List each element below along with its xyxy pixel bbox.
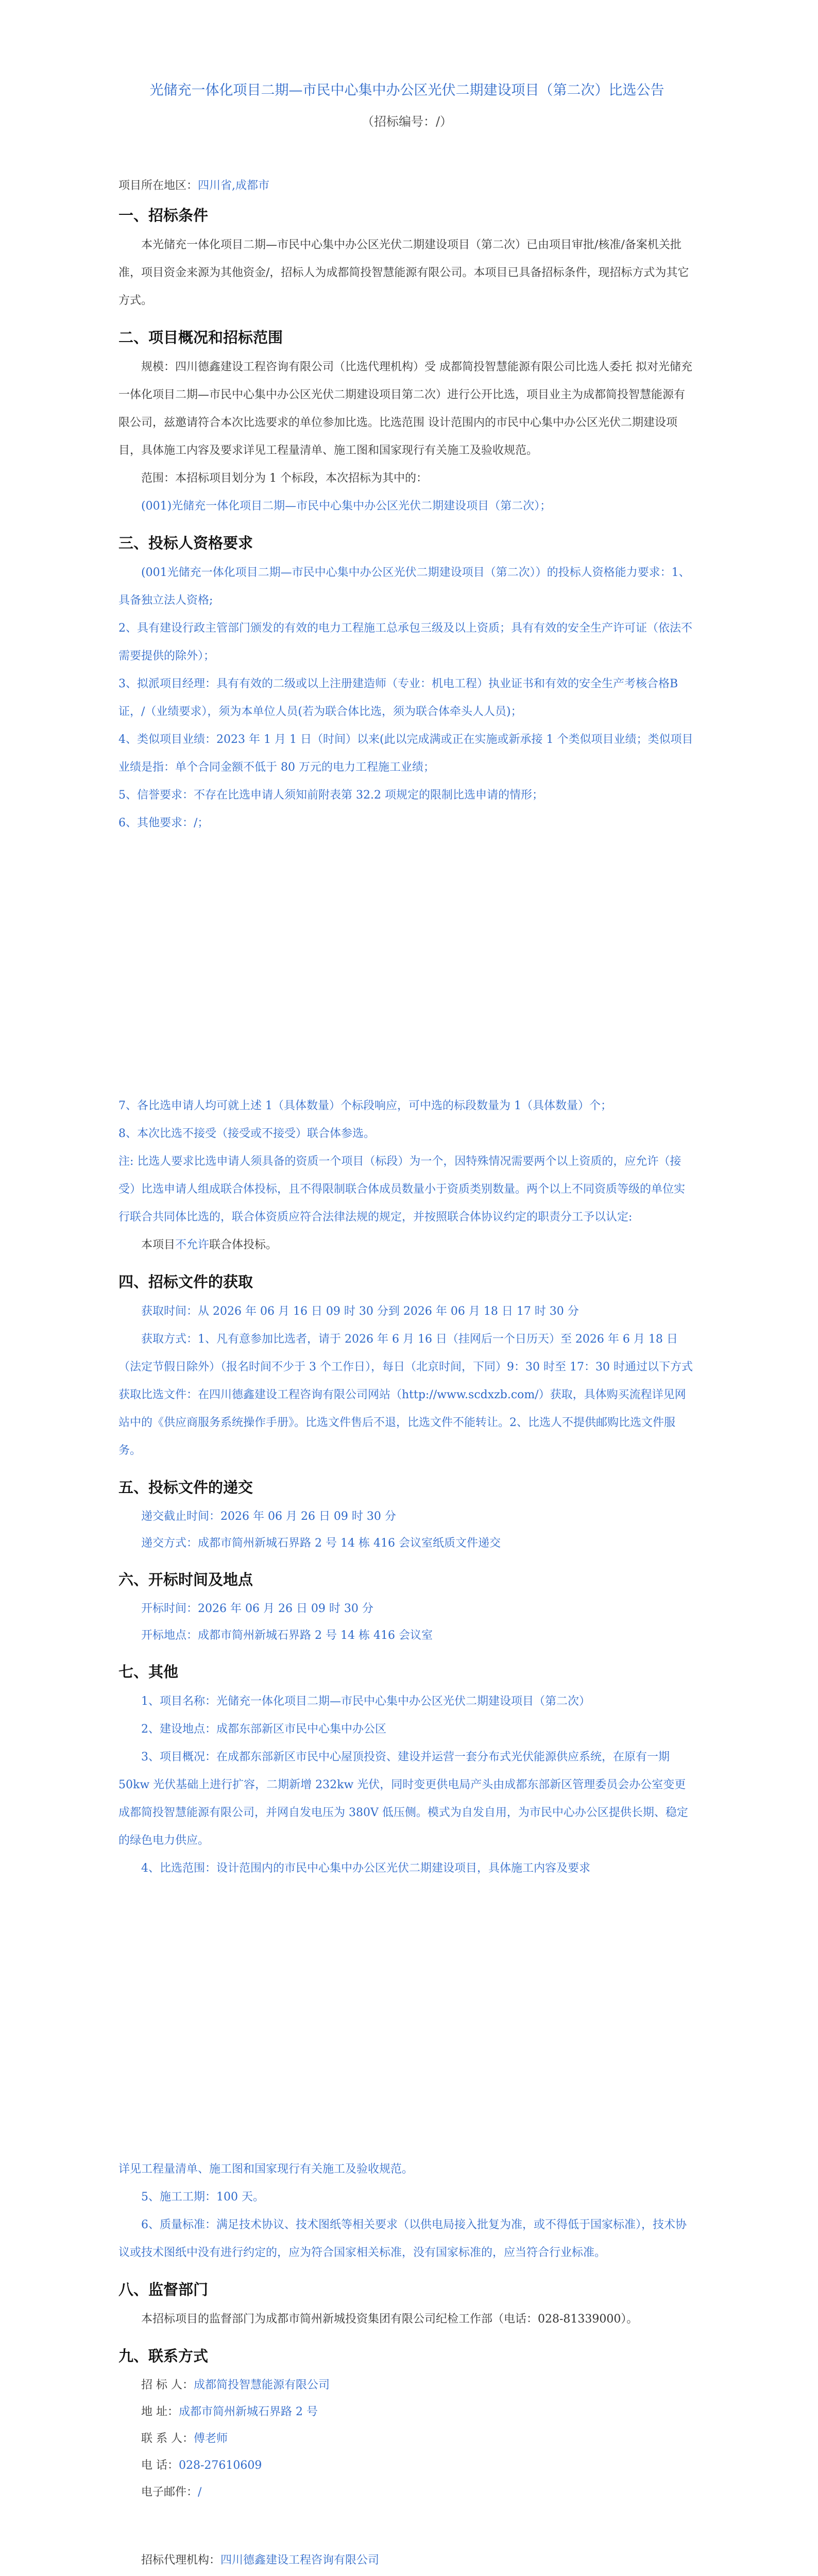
section-2-lot: (001)光储充一体化项目二期—市民中心集中办公区光伏二期建设项目（第二次）； bbox=[141, 500, 552, 513]
section-heading-9: 九、联系方式 bbox=[118, 2347, 209, 2365]
qualification-item: 5、信誉要求：不存在比选申请人须知前附表第 32.2 项规定的限制比选申请的情形； bbox=[118, 789, 543, 802]
section-2-scale: 规模：四川德鑫建设工程咨询有限公司（比选代理机构）受 成都简投智慧能源有限公司比选人委托 拟对光储充一体化项目二期—市民中心集中办公区光伏二期建设项目第二次）进行公开比选，项目业主为成都简投智慧能源有限公司，兹邀请符合本次比选要求的单位参加比选。比选范围 设计范围内的市民中心集中办公区光伏二期建设项目，具体施工内容及要求详见工程量清单、施工图和国家现行有关施工及验收规范。 bbox=[118, 361, 692, 457]
qualification-item: 4、类似项目业绩：2023 年 1 月 1 日（时间）以来(此以完成满或正在实施或新承接 1 个类似项目业绩；类似项目业绩是指：单个合同金额不低于 80 万元的电力工程施工业绩； bbox=[118, 733, 693, 774]
consortium-pre: 本项目 bbox=[141, 1239, 176, 1251]
section-heading-1: 一、招标条件 bbox=[118, 207, 209, 224]
region-value: 四川省,成都市 bbox=[198, 179, 270, 192]
qualification-item: 3、拟派项目经理：具有有效的二级或以上注册建造师（专业：机电工程）执业证书和有效的安全生产考核合格B证，/（业绩要求），须为本单位人员(若为联合体比选，须为联合体牵头人人员)； bbox=[118, 677, 678, 718]
contact-label: 地 址： bbox=[141, 2405, 179, 2418]
section-heading-4: 四、招标文件的获取 bbox=[118, 1273, 253, 1291]
contact-row bbox=[118, 2547, 695, 2574]
contact-value: 成都市简州新城石界路 2 号 bbox=[179, 2405, 318, 2418]
contact-value: 四川德鑫建设工程咨询有限公司 bbox=[220, 2554, 380, 2567]
other-item: 5、施工工期：100 天。 bbox=[141, 2191, 264, 2204]
section-heading-5: 五、投标文件的递交 bbox=[118, 1479, 253, 1496]
section-heading-7: 七、其他 bbox=[118, 1663, 179, 1681]
section-heading-3: 三、投标人资格要求 bbox=[118, 534, 253, 552]
section-heading-2: 二、项目概况和招标范围 bbox=[118, 329, 283, 346]
consortium-note: 注: 比选人要求比选申请人须具备的资质一个项目（标段）为一个，因特殊情况需要两个以上资质的，应允许（接受）比选申请人组成联合体投标，且不得限制联合体成员数量小于资质类别数量。两个以上不同资质等级的单位实行联合共同体比选的，联合体资质应符合法律法规的规定，并按照联合体协议约定的职责分工予以认定: bbox=[118, 1155, 686, 1224]
qualification-intro: (001光储充一体化项目二期—市民中心集中办公区光伏二期建设项目（第二次））的投标人资格能力要求：1、具备独立法人资格; bbox=[118, 566, 690, 607]
submission-deadline: 递交截止时间：2026 年 06 月 26 日 09 时 30 分 bbox=[141, 1510, 396, 1523]
consortium-value: 不允许 bbox=[175, 1239, 210, 1251]
contact-row bbox=[118, 2372, 695, 2399]
contact-row bbox=[118, 2399, 695, 2426]
other-item: 1、项目名称：光储充一体化项目二期—市民中心集中办公区光伏二期建设项目（第二次） bbox=[141, 1695, 590, 1708]
tenderer-contact bbox=[118, 2372, 695, 2506]
section-1-text: 本光储充一体化项目二期—市民中心集中办公区光伏二期建设项目（第二次）已由项目审批/核准/备案机关批准，项目资金来源为其他资金/，招标人为成都简投智慧能源有限公司。本项目已具备招标条件，现招标方式为其它方式。 bbox=[118, 239, 689, 307]
page-title: 光储充一体化项目二期—市民中心集中办公区光伏二期建设项目（第二次）比选公告 bbox=[149, 82, 664, 98]
contact-value: / bbox=[198, 2486, 202, 2499]
other-item: 3、项目概况：在成都东部新区市民中心屋顶投资、建设并运营一套分布式光伏能源供应系统，在原有一期 50kw 光伏基础上进行扩容，二期新增 232kw 光伏，同时变更供电局产头由成都东部新区管理委员会办公室变更成都简投智慧能源有限公司，并网自发电压为 380V 低压侧。模式为自发自用，为市民中心办公区提供长期、稳定的绿色电力供应。 bbox=[118, 1751, 688, 1847]
blank-gap bbox=[118, 837, 695, 1092]
consortium-statement bbox=[118, 1231, 695, 1259]
contact-row bbox=[118, 2426, 695, 2452]
agent-contact bbox=[118, 2547, 695, 2576]
opening-location: 开标地点：成都市简州新城石界路 2 号 14 栋 416 会议室 bbox=[141, 1629, 433, 1642]
contact-label: 招标代理机构： bbox=[141, 2554, 221, 2567]
qualification-item: 2、具有建设行政主管部门颁发的有效的电力工程施工总承包三级及以上资质；具有有效的安全生产许可证（依法不需要提供的除外）； bbox=[118, 622, 693, 663]
qualification-item: 7、各比选申请人均可就上述 1（具体数量）个标段响应，可中选的标段数量为 1（具体数量）个； bbox=[118, 1099, 612, 1112]
contact-label: 招 标 人： bbox=[141, 2379, 194, 2392]
project-region bbox=[118, 177, 695, 193]
section-2-scope: 范围：本招标项目划分为 1 个标段，本次招标为其中的： bbox=[141, 472, 428, 485]
submission-method: 递交方式：成都市简州新城石界路 2 号 14 栋 416 会议室纸质文件递交 bbox=[141, 1537, 501, 1550]
obtain-method: 获取方式：1、凡有意参加比选者，请于 2026 年 6 月 16 日（挂网后一个日历天）至 2026 年 6 月 18 日（法定节假日除外）（报名时间不少于 3 个工作日），每日（北京时间，下同）9：30 时至 17：30 时通过以下方式获取比选文件：在四川德鑫建设工程咨询有限公司网站（http://www.scdxzb.com/）获取，具体购买流程详见网站中的《供应商服务系统操作手册》。比选文件售后不退，比选文件不能转让。2、比选人不提供邮购比选文件服务。 bbox=[118, 1333, 693, 1457]
bid-number: （招标编号：/） bbox=[361, 114, 453, 129]
contact-row bbox=[118, 2452, 695, 2479]
contact-label: 电子邮件： bbox=[141, 2486, 198, 2499]
qualification-item: 6、其他要求：/； bbox=[118, 817, 209, 829]
contact-value: 028-27610609 bbox=[179, 2459, 262, 2472]
blank-gap bbox=[118, 1883, 695, 2156]
opening-time: 开标时间：2026 年 06 月 26 日 09 时 30 分 bbox=[141, 1602, 373, 1615]
section-heading-8: 八、监督部门 bbox=[118, 2281, 209, 2298]
other-item: 4、比选范围：设计范围内的市民中心集中办公区光伏二期建设项目，具体施工内容及要求 bbox=[141, 1862, 591, 1875]
section-heading-6: 六、开标时间及地点 bbox=[118, 1571, 253, 1588]
spacer bbox=[118, 2506, 695, 2547]
contact-row bbox=[118, 2574, 695, 2576]
contact-value: 傅老师 bbox=[194, 2432, 228, 2445]
announcement-page bbox=[118, 77, 695, 2576]
other-item: 2、建设地点：成都东部新区市民中心集中办公区 bbox=[141, 1723, 386, 1736]
other-item: 详见工程量清单、施工图和国家现行有关施工及验收规范。 bbox=[118, 2163, 414, 2176]
consortium-post: 联合体投标。 bbox=[209, 1239, 278, 1251]
contact-label: 联 系 人： bbox=[141, 2432, 194, 2445]
contact-label: 电 话： bbox=[141, 2459, 179, 2472]
other-item: 6、质量标准：满足技术协议、技术图纸等相关要求（以供电局接入批复为准，或不得低于国家标准），技术协议或技术图纸中没有进行约定的，应为符合国家相关标准，没有国家标准的，应当符合行业标准。 bbox=[118, 2218, 687, 2259]
contact-value: 成都简投智慧能源有限公司 bbox=[194, 2379, 330, 2392]
qualification-item: 8、本次比选不接受（接受或不接受）联合体参选。 bbox=[118, 1127, 375, 1140]
supervision-text: 本招标项目的监督部门为成都市简州新城投资集团有限公司纪检工作部（电话：028-81339000）。 bbox=[141, 2313, 638, 2326]
region-label: 项目所在地区： bbox=[118, 179, 198, 192]
obtain-time: 获取时间：从 2026 年 06 月 16 日 09 时 30 分到 2026 年 06 月 18 日 17 时 30 分 bbox=[141, 1305, 579, 1318]
contact-row bbox=[118, 2479, 695, 2506]
